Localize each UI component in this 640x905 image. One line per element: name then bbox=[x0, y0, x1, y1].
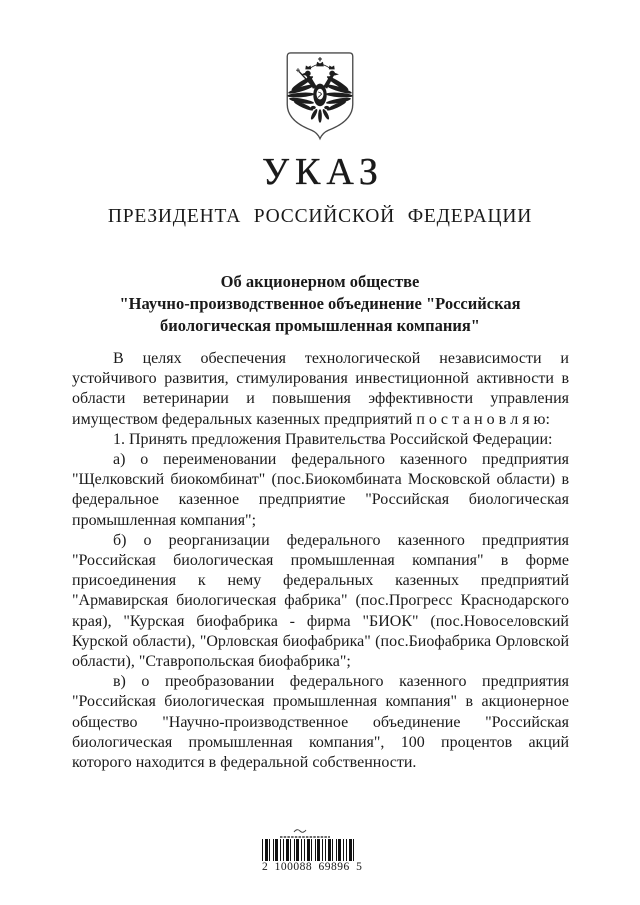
item-1v-paragraph: в) о преобразовании федерального казенного предприятия "Российская биологическая промышленная компания" в акционерное общество "Научно-производственное объединение "Российская биологическая промышленная компания", 100 процентов акций которого находится в федеральной собственности. bbox=[72, 673, 569, 772]
barcode-bars bbox=[262, 839, 354, 861]
barcode-digits: 2 100088 69896 5 bbox=[262, 861, 363, 873]
item-1a-paragraph: а) о переименовании федерального казенного предприятия "Щелковский биокомбинат" (пос.Биокомбината Московской области) в федеральное казенное предприятие "Российская биологическая промышленная компания"; bbox=[72, 451, 569, 529]
decree-body bbox=[72, 349, 569, 773]
barcode-fineprint-marks bbox=[262, 827, 362, 839]
subject-line-1: Об акционерном обществе bbox=[220, 272, 420, 291]
subject-line-2: "Научно-производственное объединение "Российская bbox=[119, 293, 521, 313]
subject-heading bbox=[70, 271, 570, 336]
item-1b-paragraph: б) о реорганизации федерального казенного предприятия "Российская биологическая промышленная компания" в форме присоединения к нему федеральных казенных предприятий "Армавирская биологическая фабрика" (пос.Прогресс Краснодарского края), "Курская биофабрика - фирма "БИОК" (пос.Новоселовский Курской области), "Орловская биофабрика" (пос.Биофабрика Орловской области), "Ставропольская биофабрика"; bbox=[72, 531, 569, 671]
publication-barcode bbox=[262, 827, 362, 873]
subject-line-3: биологическая промышленная компания" bbox=[160, 315, 480, 335]
issuer-title: ПРЕЗИДЕНТА РОССИЙСКОЙ ФЕДЕРАЦИИ bbox=[107, 206, 533, 227]
russia-coat-of-arms-icon bbox=[278, 50, 362, 150]
preamble-paragraph: В целях обеспечения технологической независимости и устойчивого развития, стимулирования инвестиционной активности в области ветеринарии и повышения эффективности управления имуществом федеральных казенных предприятий п о с т а н о в л я ю: bbox=[72, 350, 569, 428]
item-1-paragraph: 1. Принять предложения Правительства Российской Федерации: bbox=[113, 430, 553, 448]
document-type-title: УКАЗ bbox=[262, 151, 384, 193]
